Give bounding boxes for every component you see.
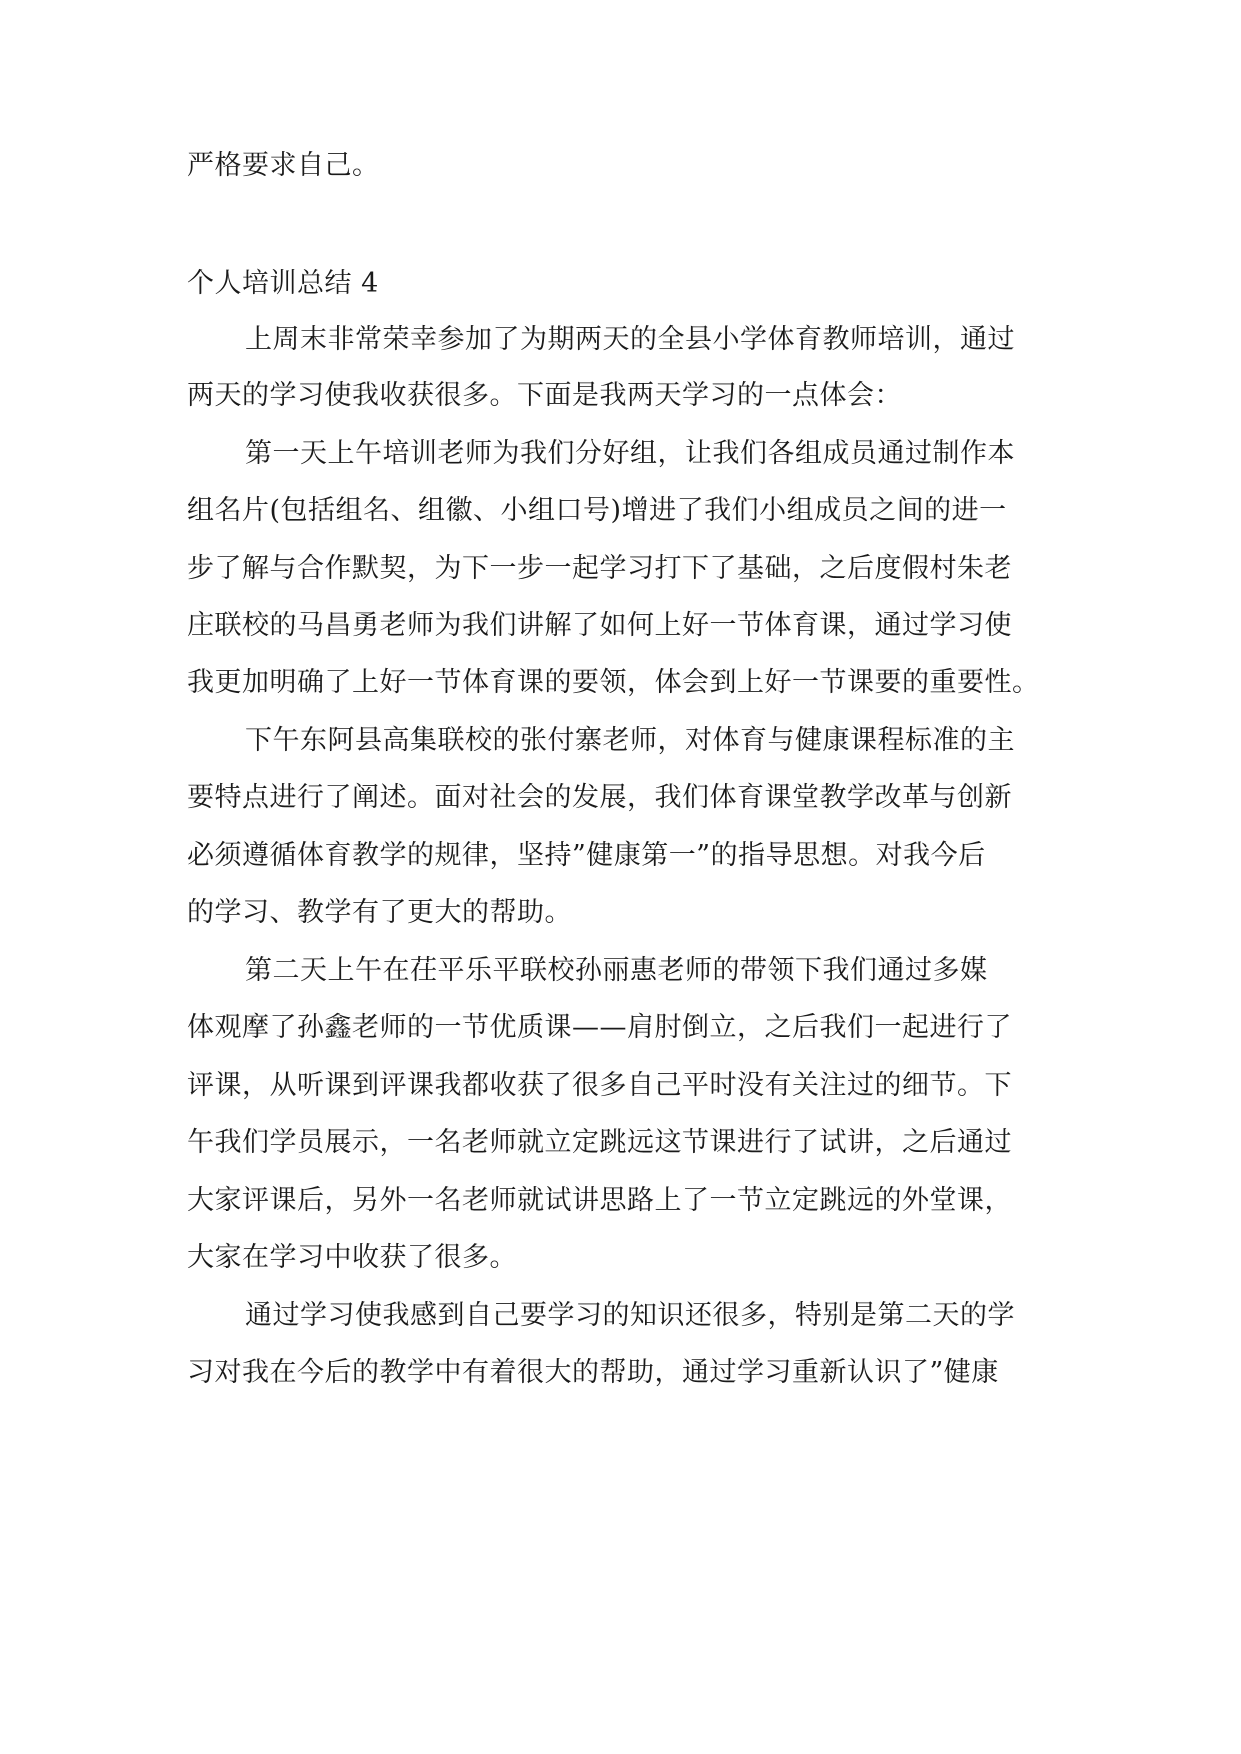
paragraph-line: 步了解与合作默契，为下一步一起学习打下了基础，之后度假村朱老: [187, 553, 1012, 584]
paragraph-line: 第一天上午培训老师为我们分好组，让我们各组成员通过制作本: [245, 438, 1015, 469]
paragraph-line: 庄联校的马昌勇老师为我们讲解了如何上好一节体育课，通过学习使: [187, 610, 1012, 641]
paragraph-line: 要特点进行了阐述。面对社会的发展，我们体育课堂教学改革与创新: [187, 782, 1012, 813]
paragraph-line: 第二天上午在茌平乐平联校孙丽惠老师的带领下我们通过多媒: [245, 955, 988, 986]
paragraph-line: 两天的学习使我收获很多。下面是我两天学习的一点体会：: [187, 380, 902, 411]
paragraph-line: 体观摩了孙鑫老师的一节优质课——肩肘倒立，之后我们一起进行了: [187, 1012, 1012, 1043]
paragraph-line: 我更加明确了上好一节体育课的要领，体会到上好一节课要的重要性。: [187, 667, 1040, 698]
paragraph-line: 组名片(包括组名、组徽、小组口号)增进了我们小组成员之间的进一: [187, 495, 1007, 526]
paragraph-line: 下午东阿县高集联校的张付寨老师，对体育与健康课程标准的主: [245, 725, 1015, 756]
paragraph-line: 大家在学习中收获了很多。: [187, 1242, 517, 1273]
paragraph-line: 大家评课后，另外一名老师就试讲思路上了一节立定跳远的外堂课，: [187, 1185, 1012, 1216]
paragraph-line: 的学习、教学有了更大的帮助。: [187, 897, 572, 928]
paragraph-line: 习对我在今后的教学中有着很大的帮助，通过学习重新认识了”健康: [187, 1357, 999, 1388]
paragraph-line: 午我们学员展示，一名老师就立定跳远这节课进行了试讲，之后通过: [187, 1127, 1012, 1158]
paragraph-line: 评课，从听课到评课我都收获了很多自己平时没有关注过的细节。下: [187, 1070, 1012, 1101]
paragraph-line: 上周末非常荣幸参加了为期两天的全县小学体育教师培训，通过: [245, 324, 1015, 355]
paragraph-line: 必须遵循体育教学的规律，坚持”健康第一”的指导思想。对我今后: [187, 840, 986, 871]
paragraph-line: 通过学习使我感到自己要学习的知识还很多，特别是第二天的学: [245, 1300, 1015, 1331]
section-title: 个人培训总结 4: [187, 268, 379, 299]
previous-paragraph-ending: 严格要求自己。: [187, 150, 380, 181]
